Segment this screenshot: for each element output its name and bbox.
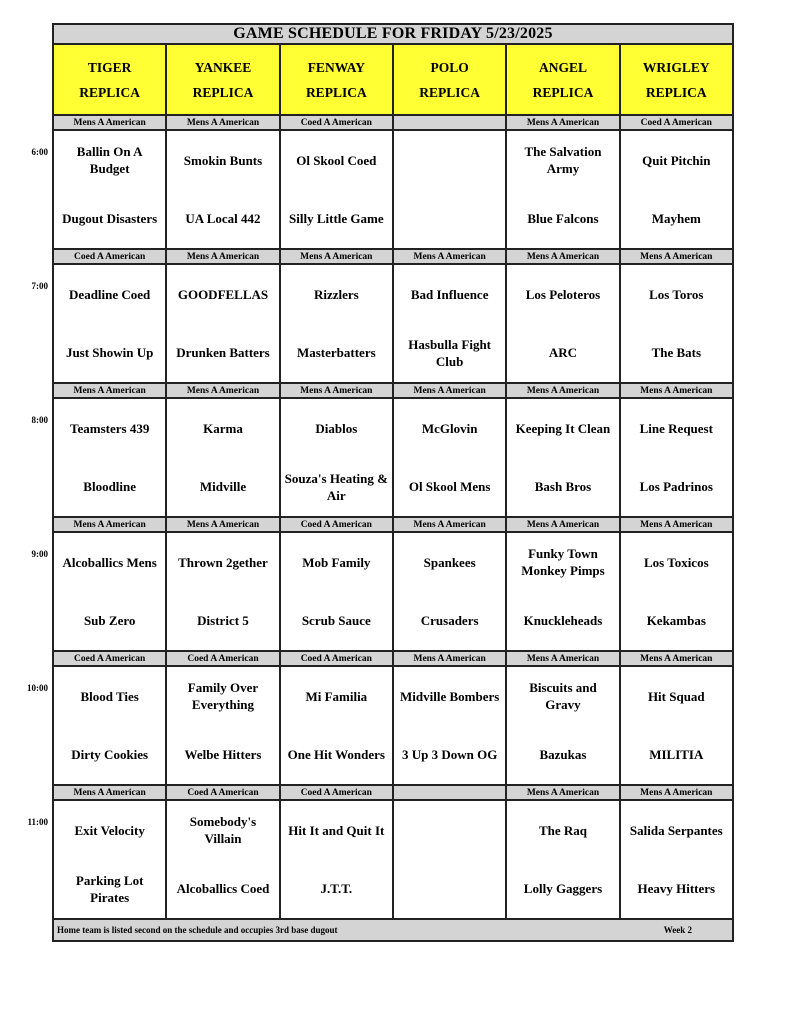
game-cell <box>621 801 732 918</box>
away-team: Quit Pitchin <box>642 152 711 168</box>
home-team: Sub Zero <box>83 613 136 629</box>
division-label: Mens A American <box>507 250 620 263</box>
time-label: 7:00 <box>31 281 48 291</box>
away-team: Alcoballics Mens <box>62 554 157 570</box>
game-cell <box>394 265 507 382</box>
division-label <box>394 786 507 799</box>
time-label: 10:00 <box>27 683 48 693</box>
home-team: Scrub Sauce <box>301 613 371 629</box>
game-cell <box>167 667 280 784</box>
games-row <box>52 399 734 518</box>
field-sub: REPLICA <box>645 84 707 100</box>
division-row <box>52 786 734 801</box>
away-team <box>394 131 505 190</box>
game-cell <box>167 801 280 918</box>
time-slot-block <box>31 250 734 384</box>
games-row <box>52 131 734 250</box>
division-label: Mens A American <box>54 116 167 129</box>
game-cell <box>167 533 280 650</box>
time-slot-block <box>31 116 734 250</box>
footer-note: Home team is listed second on the schedule and occupies 3rd base dugout <box>57 925 338 935</box>
division-label: Coed A American <box>281 786 394 799</box>
away-team: Somebody's Villain <box>189 814 257 847</box>
home-team: Welbe Hitters <box>184 747 262 763</box>
division-row <box>52 518 734 533</box>
field-header-wrigley <box>621 45 732 114</box>
games-row <box>52 533 734 652</box>
home-team: Parking Lot Pirates <box>75 872 144 905</box>
division-label: Mens A American <box>281 384 394 397</box>
home-team: District 5 <box>197 613 249 629</box>
time-slot-block <box>31 384 734 518</box>
division-label <box>394 116 507 129</box>
home-team: Bazukas <box>539 747 587 763</box>
away-team: Salida Serpantes <box>629 822 723 838</box>
home-team: MILITIA <box>649 747 704 763</box>
game-cell <box>281 801 394 918</box>
game-cell <box>394 533 507 650</box>
division-label: Coed A American <box>281 518 394 531</box>
division-label: Mens A American <box>281 250 394 263</box>
time-label: 8:00 <box>31 415 48 425</box>
home-team: Ol Skool Mens <box>408 479 491 495</box>
game-cell <box>621 533 732 650</box>
home-team: Masterbatters <box>296 345 376 361</box>
schedule-sheet <box>27 23 734 942</box>
game-cell <box>281 131 394 248</box>
field-name: ANGEL <box>538 59 587 75</box>
home-team: Midville <box>199 479 247 495</box>
away-team: Los Peloteros <box>525 286 601 302</box>
away-team: Exit Velocity <box>74 822 145 838</box>
game-cell <box>167 131 280 248</box>
time-label: 11:00 <box>27 817 48 827</box>
division-label: Mens A American <box>54 518 167 531</box>
away-team: Deadline Coed <box>69 286 151 302</box>
game-cell <box>621 265 732 382</box>
field-name: WRIGLEY <box>642 59 710 75</box>
away-team: GOODFELLAS <box>177 286 269 302</box>
away-team <box>394 801 505 860</box>
division-label: Mens A American <box>640 251 713 262</box>
game-cell <box>54 667 167 784</box>
division-label: Coed A American <box>167 652 280 665</box>
away-team: Los Toxicos <box>643 554 709 570</box>
time-slots <box>27 116 734 920</box>
division-label: Mens A American <box>394 384 507 397</box>
division-label: Mens A American <box>394 518 507 531</box>
home-team: Bloodline <box>83 479 137 495</box>
division-row <box>52 652 734 667</box>
away-team: Mob Family <box>302 554 371 570</box>
home-team: Silly Little Game <box>289 211 384 227</box>
schedule-footer <box>52 920 734 942</box>
home-team: Dirty Cookies <box>71 747 149 763</box>
game-cell <box>621 399 732 516</box>
division-label: Mens A American <box>507 786 620 799</box>
division-label: Mens A American <box>167 250 280 263</box>
division-label: Mens A American <box>167 518 280 531</box>
division-label: Mens A American <box>507 384 620 397</box>
division-label: Mens A American <box>507 518 620 531</box>
game-cell <box>167 399 280 516</box>
field-sub: REPLICA <box>419 84 481 100</box>
home-team: Drunken Batters <box>176 345 270 361</box>
field-sub: REPLICA <box>79 84 141 100</box>
field-header-polo <box>394 45 507 114</box>
game-cell <box>54 131 167 248</box>
time-slot-block <box>27 652 734 786</box>
games-row <box>52 265 734 384</box>
away-team: Los Toros <box>649 286 704 302</box>
home-team <box>394 190 505 249</box>
home-team: The Bats <box>651 345 702 361</box>
game-cell <box>54 399 167 516</box>
field-name: TIGER <box>87 59 132 75</box>
home-team: One Hit Wonders <box>287 747 385 763</box>
field-header-fenway <box>281 45 394 114</box>
field-header-row <box>52 45 734 116</box>
away-team: Mi Familia <box>305 688 368 704</box>
division-label: Mens A American <box>640 385 713 396</box>
game-cell <box>394 399 507 516</box>
home-team: Los Padrinos <box>639 479 713 495</box>
home-team: Alcoballics Coed <box>176 881 270 897</box>
home-team: Souza's Heating & Air <box>284 470 388 503</box>
game-cell <box>507 801 620 918</box>
game-cell <box>281 533 394 650</box>
time-label: 6:00 <box>31 147 48 157</box>
field-name: POLO <box>430 59 469 75</box>
division-label: Mens A American <box>394 250 507 263</box>
game-cell <box>394 667 507 784</box>
game-cell <box>507 533 620 650</box>
game-cell <box>394 131 507 248</box>
home-team: Knuckleheads <box>523 613 603 629</box>
game-cell <box>281 399 394 516</box>
division-label: Mens A American <box>167 116 280 129</box>
game-cell <box>54 265 167 382</box>
schedule-title: GAME SCHEDULE FOR FRIDAY 5/23/2025 <box>52 23 734 45</box>
home-team: ARC <box>548 345 578 361</box>
away-team: Funky Town Monkey Pimps <box>521 546 605 579</box>
game-cell <box>507 667 620 784</box>
away-team: Teamsters 439 <box>70 420 150 436</box>
home-team: Lolly Gaggers <box>523 881 603 897</box>
game-cell <box>54 801 167 918</box>
home-team: Dugout Disasters <box>62 211 158 227</box>
home-team: Kekambas <box>646 613 706 629</box>
division-label: Mens A American <box>167 384 280 397</box>
division-row <box>52 384 734 399</box>
time-slot-block <box>27 786 734 920</box>
away-team: Diablos <box>315 420 358 436</box>
game-cell <box>507 265 620 382</box>
away-team: The Raq <box>538 822 587 838</box>
field-header-angel <box>507 45 620 114</box>
division-label: Mens A American <box>54 786 167 799</box>
division-label: Mens A American <box>640 653 713 664</box>
game-cell <box>281 667 394 784</box>
away-team: Ballin On A Budget <box>76 144 143 177</box>
game-cell <box>54 533 167 650</box>
game-cell <box>621 667 732 784</box>
away-team: Hit It and Quit It <box>288 822 385 838</box>
home-team: Hasbulla Fight Club <box>408 336 491 369</box>
away-team: Thrown 2gether <box>178 554 268 570</box>
division-label: Mens A American <box>507 652 620 665</box>
home-team: Mayhem <box>651 211 701 227</box>
field-sub: REPLICA <box>305 84 367 100</box>
home-team: Just Showin Up <box>65 345 154 361</box>
away-team: Spankees <box>423 554 476 570</box>
game-cell <box>394 801 507 918</box>
home-team: Bash Bros <box>534 479 592 495</box>
home-team: J.T.T. <box>320 881 353 897</box>
away-team: Karma <box>203 420 243 436</box>
home-team: Crusaders <box>420 613 479 629</box>
away-team: Smokin Bunts <box>183 152 263 168</box>
home-team: 3 Up 3 Down OG <box>401 747 498 763</box>
home-team: Blue Falcons <box>527 211 599 227</box>
division-label: Mens A American <box>394 652 507 665</box>
division-row <box>52 250 734 265</box>
time-label: 9:00 <box>31 549 48 559</box>
division-label: Mens A American <box>54 384 167 397</box>
time-slot-block <box>31 518 734 652</box>
division-label: Mens A American <box>507 116 620 129</box>
division-label: Coed A American <box>281 116 394 129</box>
division-label: Coed A American <box>54 652 167 665</box>
away-team: Blood Ties <box>80 688 139 704</box>
game-cell <box>281 265 394 382</box>
field-sub: REPLICA <box>192 84 254 100</box>
home-team: Heavy Hitters <box>637 881 716 897</box>
away-team: Rizzlers <box>313 286 359 302</box>
week-label: Week 2 <box>663 925 692 935</box>
game-cell <box>507 399 620 516</box>
away-team: Line Request <box>639 420 713 436</box>
division-label: Mens A American <box>640 519 713 530</box>
division-label: Coed A American <box>167 786 280 799</box>
games-row <box>52 667 734 786</box>
game-cell <box>167 265 280 382</box>
away-team: Ol Skool Coed <box>296 152 377 168</box>
field-header-tiger <box>54 45 167 114</box>
game-cell <box>507 131 620 248</box>
field-header-yankee <box>167 45 280 114</box>
away-team: Midville Bombers <box>400 688 500 704</box>
away-team: The Salvation Army <box>524 144 602 177</box>
field-sub: REPLICA <box>532 84 594 100</box>
game-cell <box>621 131 732 248</box>
division-label: Coed A American <box>281 652 394 665</box>
away-team: Bad Influence <box>410 286 489 302</box>
field-name: YANKEE <box>194 59 252 75</box>
away-team: McGlovin <box>421 420 478 436</box>
division-label: Coed A American <box>640 117 712 128</box>
division-label: Mens A American <box>640 787 713 798</box>
away-team: Family Over Everything <box>187 680 259 713</box>
away-team: Hit Squad <box>647 688 705 704</box>
field-name: FENWAY <box>307 59 365 75</box>
division-row <box>52 116 734 131</box>
games-row <box>52 801 734 920</box>
home-team <box>394 860 505 919</box>
away-team: Biscuits and Gravy <box>529 680 597 713</box>
division-label: Coed A American <box>54 250 167 263</box>
home-team: UA Local 442 <box>185 211 261 227</box>
away-team: Keeping It Clean <box>515 420 611 436</box>
